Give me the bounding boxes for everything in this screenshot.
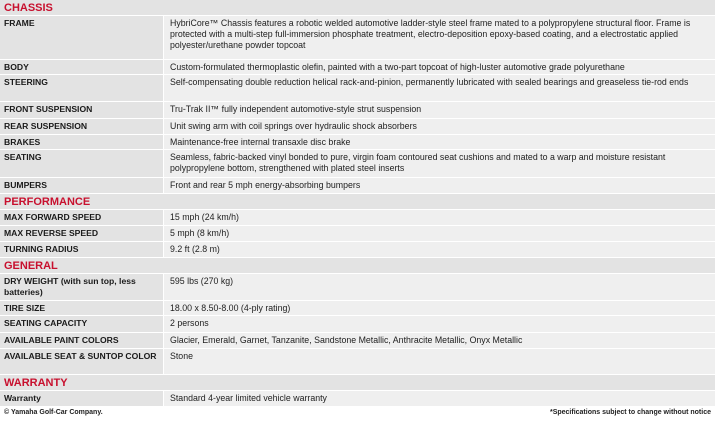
spec-label: MAX FORWARD SPEED (0, 210, 163, 225)
spec-label: BUMPERS (0, 178, 163, 193)
spec-row-rear-suspension (0, 119, 715, 135)
spec-label: AVAILABLE SEAT & SUNTOP COLOR (0, 349, 163, 374)
spec-value: 2 persons (164, 316, 715, 332)
spec-value: 18.00 x 8.50-8.00 (4-ply rating) (164, 301, 715, 315)
spec-label: BRAKES (0, 135, 163, 149)
spec-value: Custom-formulated thermoplastic olefin, painted with a two-part topcoat of high-luster automotive grade polyurethane (164, 60, 715, 74)
copyright-text: © Yamaha Golf-Car Company. (4, 409, 103, 416)
spec-label: DRY WEIGHT (with sun top, less batteries) (0, 274, 163, 300)
spec-value: Unit swing arm with coil springs over hydraulic shock absorbers (164, 119, 715, 134)
spec-label: Warranty (0, 391, 163, 406)
spec-row-dry-weight (0, 274, 715, 301)
spec-label: AVAILABLE PAINT COLORS (0, 333, 163, 348)
spec-row-body (0, 60, 715, 75)
spec-value: Stone (164, 349, 715, 374)
footer (0, 407, 715, 419)
spec-label: BODY (0, 60, 163, 74)
spec-row-turning-radius (0, 242, 715, 258)
spec-value: HybriCore™ Chassis features a robotic welded automotive ladder-style steel frame mated to a polypropylene structural floor. Frame is protected with a multi-step full-immersion phosphate treatment, electro-deposition epoxy-based coating, and a electrostatic applied polyester/urethane powder topcoat (164, 16, 715, 59)
spec-value: Standard 4-year limited vehicle warranty (164, 391, 715, 406)
spec-value: Tru-Trak II™ fully independent automotive-style strut suspension (164, 102, 715, 118)
spec-label: TURNING RADIUS (0, 242, 163, 257)
spec-row-front-suspension (0, 102, 715, 119)
spec-row-tire-size (0, 301, 715, 316)
spec-label: MAX REVERSE SPEED (0, 226, 163, 241)
spec-value: 15 mph (24 km/h) (164, 210, 715, 225)
spec-row-seating-capacity (0, 316, 715, 333)
spec-row-bumpers (0, 178, 715, 194)
spec-value: 5 mph (8 km/h) (164, 226, 715, 241)
spec-label: STEERING (0, 75, 163, 101)
spec-value: Maintenance-free internal transaxle disc brake (164, 135, 715, 149)
spec-value: Seamless, fabric-backed vinyl bonded to pure, virgin foam contoured seat cushions and mated to a warp and moisture resistant polypropylene bottom, strengthened with plated steel inserts (164, 150, 715, 177)
spec-row-steering (0, 75, 715, 102)
spec-row-warranty (0, 391, 715, 407)
section-header-general: GENERAL (0, 258, 715, 274)
spec-row-seating (0, 150, 715, 178)
spec-row-max-forward-speed (0, 210, 715, 226)
spec-value: Front and rear 5 mph energy-absorbing bumpers (164, 178, 715, 193)
spec-label: REAR SUSPENSION (0, 119, 163, 134)
spec-label: SEATING (0, 150, 163, 177)
section-header-chassis: CHASSIS (0, 0, 715, 16)
spec-value: Glacier, Emerald, Garnet, Tanzanite, Sandstone Metallic, Anthracite Metallic, Onyx Metallic (164, 333, 715, 348)
spec-row-brakes (0, 135, 715, 150)
spec-label: TIRE SIZE (0, 301, 163, 315)
spec-label: FRONT SUSPENSION (0, 102, 163, 118)
spec-row-seat-suntop-color (0, 349, 715, 375)
spec-row-paint-colors (0, 333, 715, 349)
spec-row-max-reverse-speed (0, 226, 715, 242)
section-header-warranty: WARRANTY (0, 375, 715, 391)
section-header-performance: PERFORMANCE (0, 194, 715, 210)
spec-row-frame (0, 16, 715, 60)
spec-value: Self-compensating double reduction helical rack-and-pinion, permanently lubricated with sealed bearings and greaseless tie-rod ends (164, 75, 715, 101)
spec-value: 595 lbs (270 kg) (164, 274, 715, 300)
disclaimer-text: *Specifications subject to change without notice (549, 409, 711, 416)
spec-label: FRAME (0, 16, 163, 59)
spec-label: SEATING CAPACITY (0, 316, 163, 332)
spec-value: 9.2 ft (2.8 m) (164, 242, 715, 257)
